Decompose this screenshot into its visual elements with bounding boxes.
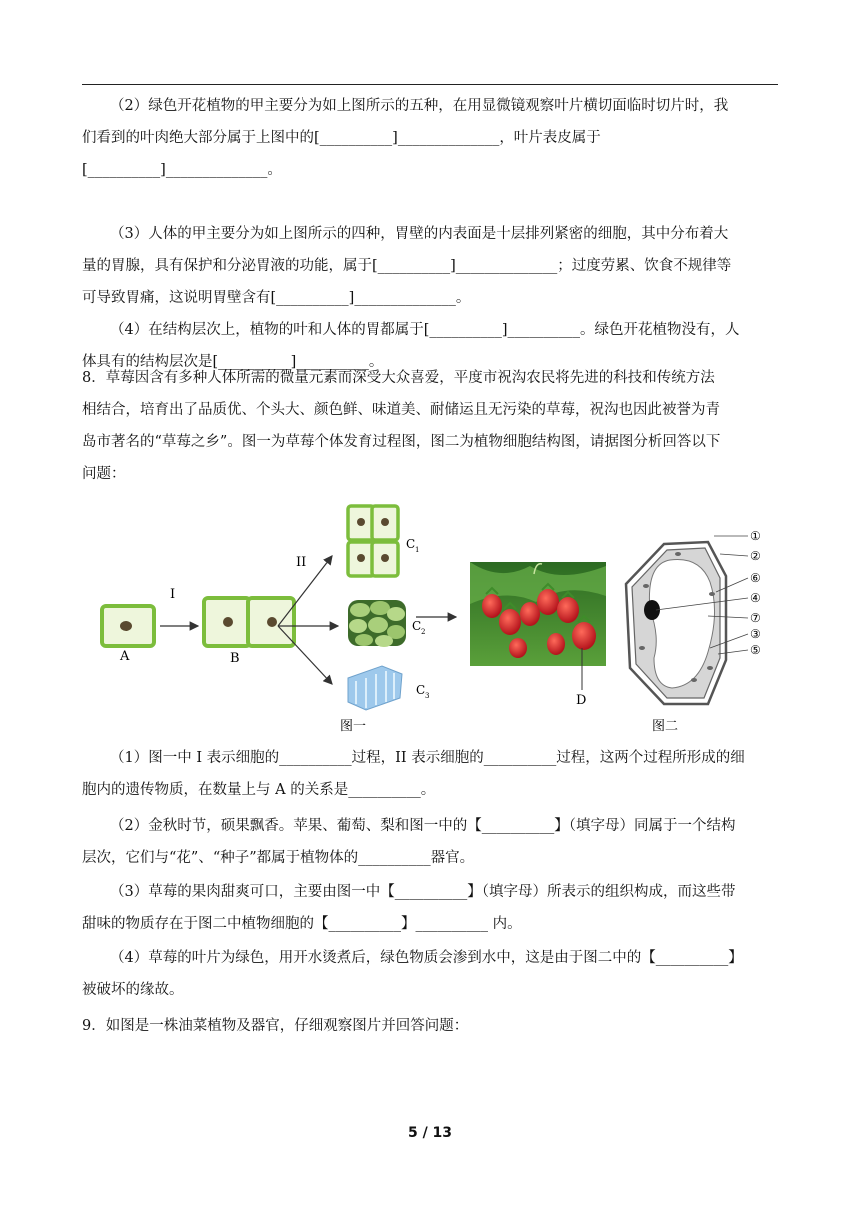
label-c3-sub: 3 [425,692,430,700]
q8-p3-line1: （3）草莓的果肉甜爽可口，主要由图一中【__________】（填字母）所表示的组织构成，而这些带 [110,884,736,900]
q7-p2-line3: [__________]______________。 [82,162,282,178]
figure-svg [82,498,778,738]
tissue-c1 [348,506,398,576]
svg-text:⑥: ⑥ [750,571,761,585]
q8-figure [82,498,778,738]
label-c2-sub: 2 [421,628,426,636]
q9-intro-line1: 9．如图是一株油菜植物及器官，仔细观察图片并回答问题： [82,1018,469,1034]
q8-p4-line2: 被破坏的缘故。 [82,982,184,998]
label-a: A [120,649,130,664]
q7-p3-line3: 可导致胃痛，这说明胃壁含有[__________]______________。 [82,290,471,306]
label-d: D [576,693,587,708]
label-i: I [170,587,176,602]
q8-intro [82,362,778,490]
label-ii: II [296,555,307,570]
header-rule [82,84,778,85]
svg-text:③: ③ [750,627,761,641]
label-c1-sub: 1 [415,546,420,554]
svg-text:①: ① [750,529,761,543]
q7-p4-line2: 体具有的结构层次是[__________]__________。 [82,354,384,370]
cell-part-labels [750,529,761,657]
q8-intro-line3: 岛市著名的“草莓之乡”。图一为草莓个体发育过程图，图二为植物细胞结构图，请据图分析回答以下 [82,434,721,450]
q8-p1-line1: （1）图一中 I 表示细胞的__________过程，II 表示细胞的__________过程，这两个过程所形成的细 [110,750,745,766]
q8-part4 [82,942,778,1006]
arrow-ii-down [278,626,332,684]
q9-intro [82,1010,778,1042]
svg-text:⑤: ⑤ [750,643,761,657]
q8-p1-line2: 胞内的遗传物质，在数量上与 A 的关系是__________。 [82,782,436,798]
q8-intro-line2: 相结合，培育出了品质优、个头大、颜色鲜、味道美、耐储运且无污染的草莓，祝沟也因此被誉为青 [82,402,720,418]
label-b: B [230,651,240,666]
q8-part1 [82,742,778,806]
q7-p2-line1: （2）绿色开花植物的甲主要分为如上图所示的五种，在用显微镜观察叶片横切面临时切片时，我 [110,98,729,114]
svg-text:⑦: ⑦ [750,611,761,625]
label-c2: C [412,619,422,633]
strawberry-photo [470,562,606,666]
q8-p2-line2: 层次，它们与“花”、“种子”都属于植物体的__________器官。 [82,850,475,866]
svg-text:④: ④ [750,591,761,605]
svg-text:②: ② [750,549,761,563]
q7-p3-line2: 量的胃腺，具有保护和分泌胃液的功能，属于[__________]______________；过度劳累、饮食不规律等 [82,258,732,274]
fig1-caption: 图一 [340,719,367,734]
q8-p2-line1: （2）金秋时节，硕果飘香。苹果、葡萄、梨和图一中的【__________】（填字母）同属于一个结构 [110,818,736,834]
cell-a [102,606,154,646]
q8-part2 [82,810,778,874]
page-number: 5 / 13 [407,1125,453,1141]
q7-p3-line1: （3）人体的甲主要分为如上图所示的四种，胃壁的内表面是十层排列紧密的细胞，其中分布着大 [110,226,729,242]
q7-p2-line2: 们看到的叶肉绝大部分属于上图中的[__________]______________，叶片表皮属于 [82,130,601,146]
q8-p4-line1: （4）草莓的叶片为绿色，用开水烫煮后，绿色物质会渗到水中，这是由于图二中的【__________】 [110,950,743,966]
fig2-caption: 图二 [652,719,679,734]
q8-part3 [82,876,778,940]
tissue-c3 [348,666,402,710]
q7-p4-line1: （4）在结构层次上，植物的叶和人体的胃都属于[__________]__________。绿色开花植物没有，人 [110,322,740,338]
label-c1: C [406,537,416,551]
q8-intro-line4: 问题： [82,466,126,482]
q8-intro-line1: 8．草莓因含有多种人体所需的微量元素而深受大众喜爱，平度市祝沟农民将先进的科技和传统方法 [82,370,715,386]
label-c3: C [416,683,426,697]
q7-part3 [82,218,778,314]
tissue-c2 [348,600,406,647]
plant-cell [626,542,726,704]
q8-p3-line2: 甜味的物质存在于图二中植物细胞的【__________】__________ 内。 [82,916,522,932]
q7-part2 [82,90,778,186]
